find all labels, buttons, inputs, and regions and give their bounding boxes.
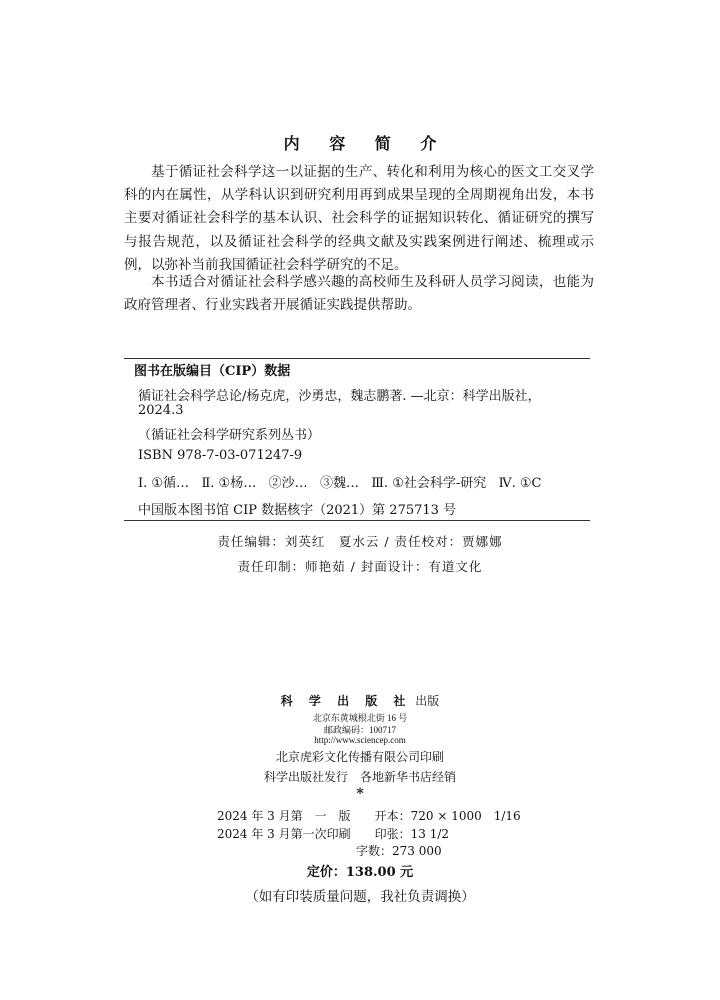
intro-paragraph-2: 本书适合对循证社会科学感兴趣的高校师生及科研人员学习阅读，也能为政府管理者、行业实践者开展循证实践提供帮助。 [124, 274, 594, 314]
publisher-postcode: 邮政编码：100717 [323, 725, 396, 735]
publisher-address: 北京东黄城根北街 16 号 [312, 713, 408, 723]
cip-isbn: ISBN 978-7-03-071247-9 [138, 448, 303, 463]
credits-production: 责任印制：师艳茹 / 封面设计：有道文化 [237, 559, 483, 574]
distribution-line: 科学出版社发行 各地新华书店经销 [263, 770, 456, 784]
quality-note: （如有印装质量问题，我社负责调换） [245, 889, 475, 905]
edition-line: 2024 年 3 月第 一 版 开本：720 × 1000 1/16 [217, 809, 521, 823]
publisher-name: 科 学 出 版 社 [280, 694, 412, 708]
separator-asterisk: * [356, 786, 364, 802]
cip-block [124, 358, 590, 520]
credits-editors: 责任编辑：刘英红 夏水云 / 责任校对：贾娜娜 [217, 534, 503, 549]
cip-header: 图书在版编目（CIP）数据 [134, 364, 291, 379]
cip-bibliographic-line: 循证社会科学总论/杨克虎，沙勇忠，魏志鹏著. —北京：科学出版社， [138, 389, 541, 404]
price: 定价：138.00 元 [306, 865, 414, 880]
publisher-url: http://www.sciencep.com [314, 735, 406, 745]
cip-verification: 中国版本图书馆 CIP 数据核字（2021）第 275713 号 [138, 503, 457, 518]
intro-title: 内 容 简 介 [283, 134, 449, 153]
cip-bibliographic-year: 2024.3 [138, 403, 184, 418]
cip-bottom-rule [124, 520, 590, 521]
printer-line: 北京虎彩文化传播有限公司印刷 [275, 750, 444, 764]
word-count: 字数：273 000 [356, 844, 442, 858]
intro-paragraph-1: 基于循证社会科学这一以证据的生产、转化和利用为核心的医文工交叉学科的内在属性，从学科认识到研究利用再到成果呈现的全周期视角出发，本书主要对循证社会科学的基本认识、社会科学的证据知识转化、循证研究的撰写与报告规范，以及循证社会科学的经典文献及实践案例进行阐述、梳理或示例，以弥补当前我国循证社会科学研究的不足。 [124, 164, 594, 273]
publisher-line [0, 692, 720, 709]
publisher-suffix: 出版 [415, 694, 440, 708]
cip-series: （循证社会科学研究系列丛书） [138, 428, 321, 443]
cip-classification: Ⅰ. ①循… Ⅱ. ①杨… ②沙… ③魏… Ⅲ. ①社会科学-研究 Ⅳ. ①C [138, 476, 542, 491]
printing-line: 2024 年 3 月第一次印刷 印张：13 1/2 [217, 827, 450, 841]
